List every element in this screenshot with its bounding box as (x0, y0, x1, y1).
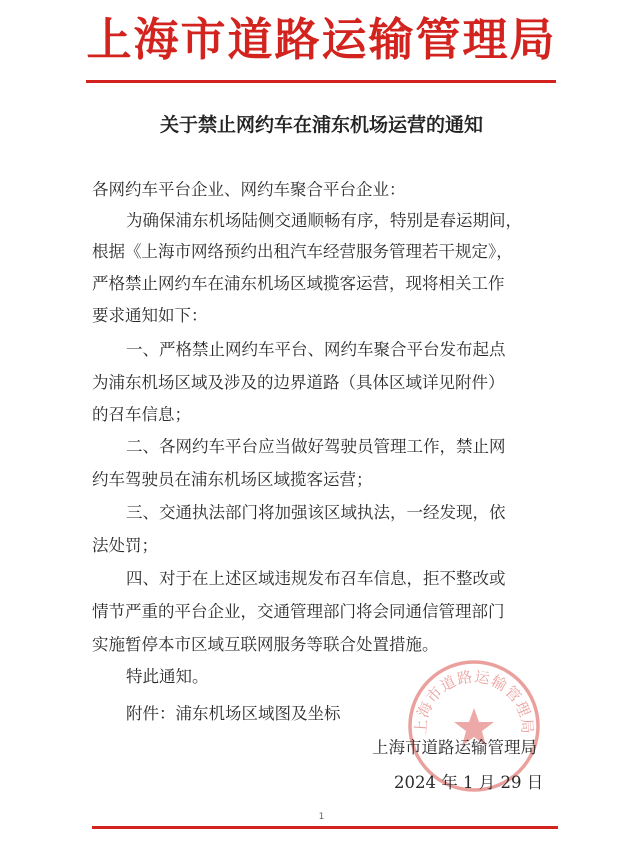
body-line: 为确保浦东机场陆侧交通顺畅有序，特别是春运期间， (126, 211, 522, 230)
closing-line: 特此通知。 (126, 667, 209, 686)
salutation-line: 各网约车平台企业、网约车聚合平台企业： (92, 180, 406, 199)
body-line: 根据《上海市网络预约出租汽车经营服务管理若干规定》， (92, 242, 513, 261)
item-1-line: 的召车信息； (92, 405, 191, 424)
item-2-line: 约车驾驶员在浦东机场区域揽客运营； (92, 470, 373, 489)
page-number: 1 (318, 812, 325, 822)
item-4-line: 情节严重的平台企业，交通管理部门将会同通信管理部门 (92, 602, 505, 621)
item-3-line: 法处罚； (92, 536, 158, 555)
letterhead-red-rule (86, 80, 556, 83)
body-line: 严格禁止网约车在浦东机场区域揽客运营，现将相关工作 (92, 274, 505, 293)
signature-date: 2024 年 1 月 29 日 (394, 773, 544, 792)
seal-arc-text: 上海市道路运输管理局 (411, 667, 537, 736)
item-2-line: 二、各网约车平台应当做好驾驶员管理工作，禁止网 (126, 437, 506, 456)
letterhead-title: 上海市道路运输管理局 (86, 13, 557, 66)
item-4-line: 四、对于在上述区域违规发布召车信息，拒不整改或 (126, 569, 506, 588)
item-4-line: 实施暂停本市区域互联网服务等联合处置措施。 (92, 635, 439, 654)
body-line: 要求通知如下： (92, 306, 208, 325)
item-1-line: 一、严格禁止网约车平台、网约车聚合平台发布起点 (126, 340, 506, 359)
item-3-line: 三、交通执法部门将加强该区域执法，一经发现，依 (126, 503, 506, 522)
item-1-line: 为浦东机场区域及涉及的边界道路（具体区域详见附件） (92, 373, 505, 392)
footer-red-rule (92, 826, 558, 829)
signature-org: 上海市道路运输管理局 (372, 738, 537, 757)
attachment-line: 附件：浦东机场区域图及坐标 (126, 704, 341, 723)
notice-title: 关于禁止网约车在浦东机场运营的通知 (159, 114, 483, 136)
